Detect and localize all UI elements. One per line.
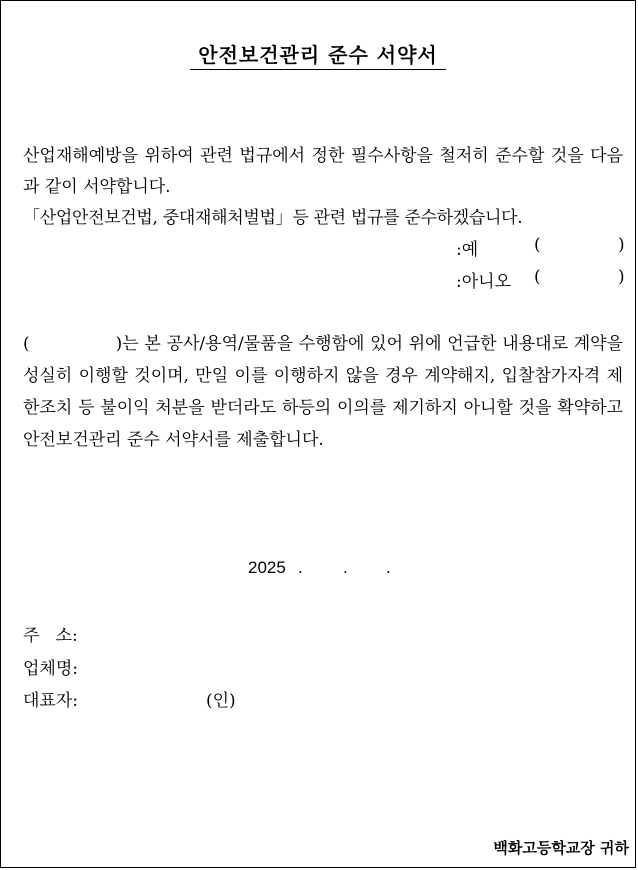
seal-mark: (인) [206, 691, 236, 711]
option-no-checkbox[interactable] [549, 267, 611, 291]
address-field[interactable] [23, 621, 78, 646]
company-blank-open: ( [23, 334, 30, 354]
intro-line-1: 산업재해예방을 위하여 관련 법규에서 정한 필수사항을 철저히 준수할 것을 다음과 같이 서약합니다. [23, 146, 623, 197]
date-dot-1: . [298, 558, 303, 577]
date-dot-3: . [386, 558, 391, 577]
option-yes-checkbox[interactable] [549, 235, 611, 259]
option-no [456, 267, 511, 292]
representative-field[interactable] [23, 686, 78, 711]
pledge-text: )는 본 공사/용역/물품을 수행함에 있어 위에 언급한 내용대로 계약을 성실히 이행할 것이며, 만일 이를 이행하지 않을 경우 계약해지, 입찰참가자격 제한조치 등 불이익 처분을 받더라도 하등의 이의를 제기하지 아니할 것을 확약하고 안전보건관리 준수 서약서를 제출합니다. [23, 334, 623, 450]
date-dot-2: . [343, 558, 348, 577]
option-yes [456, 235, 478, 260]
company-name-field[interactable] [23, 654, 78, 679]
document-title: 안전보건관리 준수 서약서 [1, 39, 635, 68]
option-no-close-paren: ) [618, 267, 625, 287]
company-name-label: 업체명: [23, 659, 78, 679]
option-no-label: :아니오 [456, 272, 511, 292]
intro-paragraph [23, 141, 623, 234]
option-yes-open-paren: ( [534, 235, 541, 255]
option-yes-close-paren: ) [618, 235, 625, 255]
date-year: 2025 [248, 558, 286, 577]
address-label: 주 소: [23, 626, 78, 646]
option-yes-label: :예 [456, 240, 479, 260]
date-line [248, 558, 391, 578]
option-no-open-paren: ( [534, 267, 541, 287]
recipient-line: 백화고등학교장 귀하 [493, 839, 629, 857]
intro-line-2: 「산업안전보건법, 중대재해처벌법」등 관련 법규를 준수하겠습니다. [23, 208, 523, 228]
pledge-paragraph [23, 328, 623, 456]
representative-label: 대표자: [23, 691, 78, 711]
